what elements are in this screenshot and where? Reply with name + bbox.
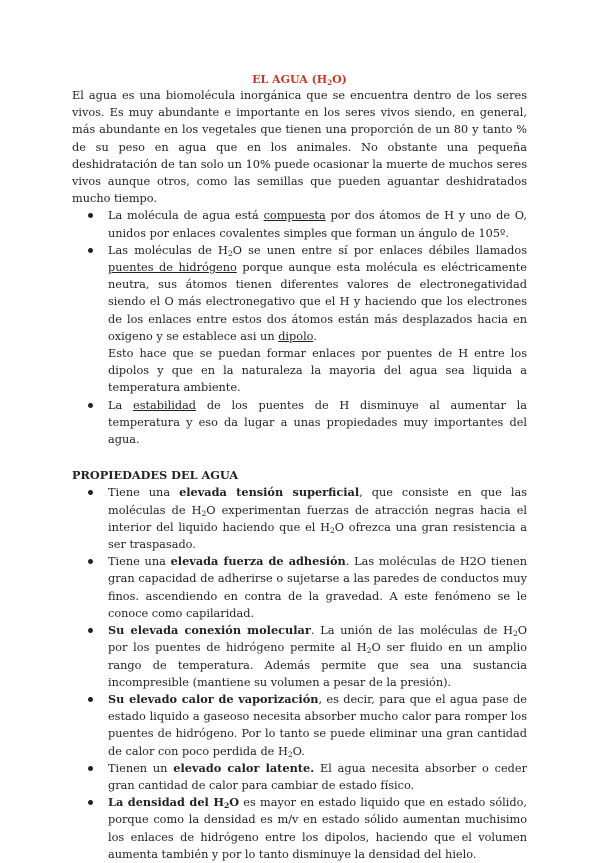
bullet-icon — [88, 403, 93, 408]
document-body — [72, 72, 527, 863]
underlined-term: compuesta — [263, 209, 326, 223]
bullet-icon — [88, 213, 93, 218]
underlined-term: puentes de hidrógeno — [108, 261, 237, 275]
list-item: Las moléculas de $H_2O$ se unen entre sí por enlaces débiles llamados puentes de hidrógeno porque aunque esta molécula es eléctricamente neutra, sus átomos tienen diferentes valores de electronegatividad siendo el O más electronegativo que el H y haciendo que los electrones de los enlaces entre estos dos átomos están más desplazados hacia en oxigeno y se establece asi un dipolo. Esto hace que se puedan formar enlaces por puentes de H entre los dipolos y que en la naturaleza la mayoria del agua sea liquida a temperatura ambiente. — [72, 242, 527, 397]
bullet-icon — [88, 248, 93, 253]
list-item: Tiene una elevada fuerza de adhesión. Las moléculas de H2O tienen gran capacidad de adherirse o sujetarse a las paredes de conductos muy finos. ascendiendo en contra de la gravedad. A este fenómeno se le conoce como capilaridad. — [72, 553, 527, 622]
underlined-term: dipolo — [278, 329, 314, 343]
list-item-extra: Esto hace que se puedan formar enlaces por puentes de H entre los dipolos y que en la naturaleza la mayoria del agua sea liquida a temperatura ambiente. — [108, 347, 527, 395]
bullet-icon — [88, 697, 93, 702]
list-item: Su elevado calor de vaporización, es decir, para que el agua pase de estado liquido a gaseoso necesita absorber mucho calor para romper los puentes de hidrógeno. Por lo tanto se puede eliminar una gran cantidad de calor con poco perdida de $H_2O$. — [72, 691, 527, 760]
properties-list — [72, 484, 527, 862]
intro-paragraph: El agua es una biomolécula inorgánica que se encuentra dentro de los seres vivos. Es muy abundante e importante en los seres vivos siendo, en general, más abundante en los vegetales que tienen una proporción de un 80 y tanto % de su peso en agua que en los animales. No obstante una pequeña deshidratación de tan solo un 10% puede ocasionar la muerte de muchos seres vivos aunque otros, como las semillas que pueden aguantar deshidratados mucho tiempo. — [72, 89, 527, 206]
list-item: Tienen un elevado calor latente. El agua necesita absorber o ceder gran cantidad de calor para cambiar de estado físico. — [72, 760, 527, 794]
list-item: La molécula de agua está compuesta por dos átomos de H y uno de O, unidos por enlaces covalentes simples que forman un ángulo de 105º. — [72, 207, 527, 241]
bullet-icon — [88, 490, 93, 495]
bullet-icon — [88, 800, 93, 805]
bullet-icon — [88, 628, 93, 633]
list-item: La estabilidad de los puentes de H disminuye al aumentar la temperatura y eso da lugar a unas propiedades muy importantes del agua. — [72, 397, 527, 449]
bullet-icon — [88, 559, 93, 564]
page-title: EL AGUA $(H_2O)$ — [252, 73, 347, 87]
list-item: Su elevada conexión molecular. La unión de las moléculas de $H_2O$ por los puentes de hidrógeno permite al $H_2O$ ser fluido en un amplio rango de temperatura. Además permite que sea una sustancia incompresible (mantiene su volumen a pesar de la presión). — [72, 622, 527, 691]
bullet-icon — [88, 766, 93, 771]
underlined-term: estabilidad — [133, 398, 197, 412]
section-heading: PROPIEDADES DEL AGUA — [72, 468, 239, 483]
list-item: Tiene una elevada tensión superficial, que consiste en que las moléculas de $H_2O$ experimentan fuerzas de atracción negras hacia el interior del liquido haciendo que el $H_2O$ ofrezca una gran resistencia a ser traspasado. — [72, 484, 527, 553]
structure-list — [72, 207, 527, 448]
list-item: La densidad del $H_2O$ es mayor en estado liquido que en estado sólido, porque como la densidad es m/v en estado sólido aumentan muchisimo los enlaces de hidrógeno entre los dipolos, haciendo que el volumen aumenta también y por lo tanto disminuye la densidad del hielo. — [72, 794, 527, 863]
